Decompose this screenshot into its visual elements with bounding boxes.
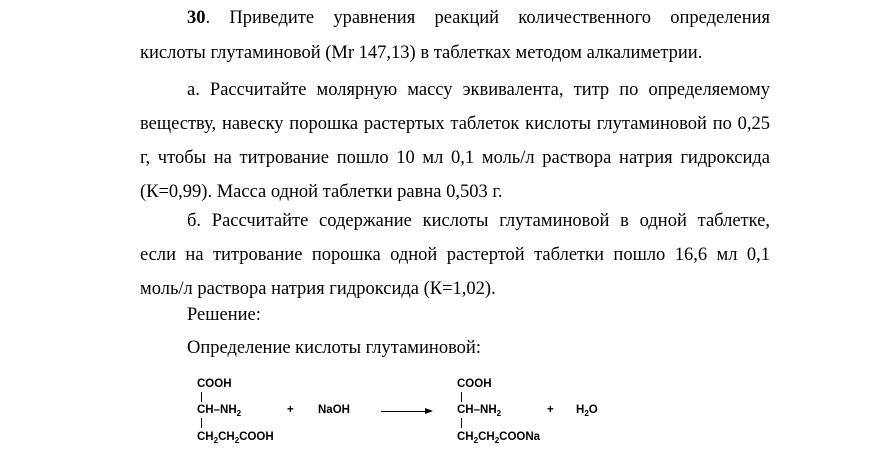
determination-label: Определение кислоты глутаминовой:: [187, 338, 481, 358]
product-lower-bond: [461, 418, 462, 428]
product-upper-bond: [461, 392, 462, 402]
part-a-line-2: веществу, навеску порошка растертых таблеток кислоты глутаминовой по 0,25: [140, 114, 770, 134]
plus-sign-2: +: [547, 404, 554, 416]
reactant-upper-bond: [201, 392, 202, 402]
problem-number: 30: [187, 8, 206, 28]
reactant-top-group: COOH: [197, 378, 232, 390]
part-a-line-4: (К=0,99). Масса одной таблетки равна 0,503 г.: [140, 182, 503, 202]
reagent-naoh: NaOH: [318, 404, 350, 416]
part-a-line-3: г, чтобы на титрование пошло 10 мл 0,1 моль/л раствора натрия гидроксида: [140, 148, 770, 168]
water-molecule: $H_2O$: [576, 404, 598, 418]
solution-label: Решение:: [187, 305, 261, 325]
product-top-group: COOH: [457, 378, 492, 390]
reactant-middle-group: $CH-NH_2$: [197, 404, 242, 418]
plus-sign-1: +: [287, 404, 294, 416]
part-b-line-2: если на титрование порошка одной растертой таблетки пошло 16,6 мл 0,1: [140, 245, 770, 265]
part-b-line-1: б. Рассчитайте содержание кислоты глутаминовой в одной таблетке,: [187, 211, 770, 231]
part-a-line-1: а. Рассчитайте молярную массу эквивалента, титр по определяемому: [187, 80, 770, 100]
reaction-arrow-head: [425, 408, 433, 414]
product-bottom-group: $CH_2CH_2COONa$: [457, 431, 541, 445]
reactant-lower-bond: [201, 418, 202, 428]
product-middle-group: $CH-NH_2$: [457, 404, 502, 418]
problem-intro-line-1: 30. Приведите уравнения реакций количественного определения: [187, 8, 770, 28]
reaction-arrow: [381, 411, 426, 412]
reactant-bottom-group: $CH_2CH_2COOH$: [197, 431, 274, 445]
part-b-line-3: моль/л раствора натрия гидроксида (К=1,02).: [140, 279, 496, 299]
problem-intro-line-2: кислоты глутаминовой (Mr 147,13) в таблетках методом алкалиметрии.: [140, 43, 703, 63]
